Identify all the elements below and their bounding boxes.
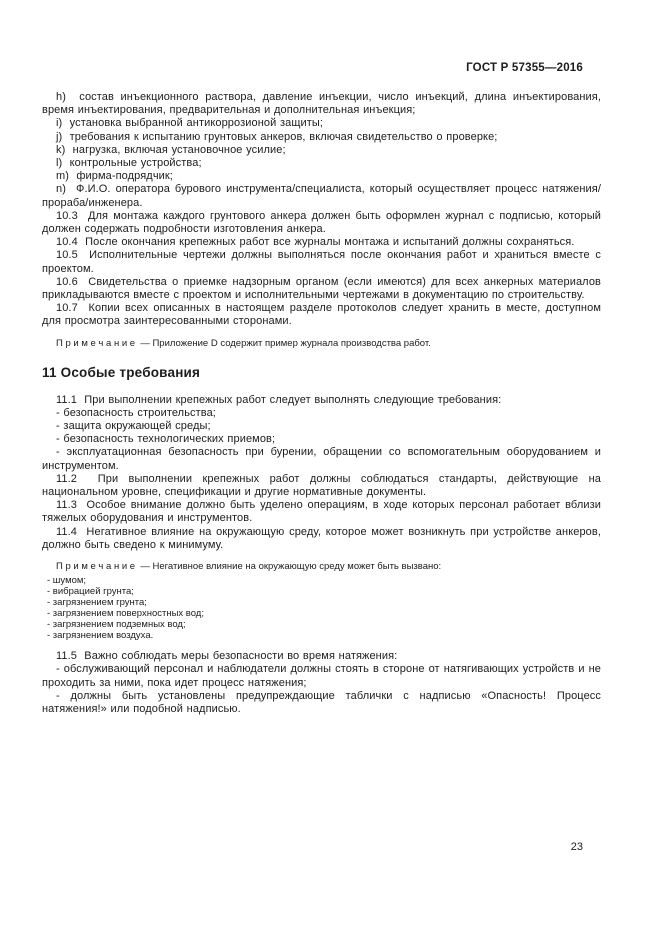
paragraph: 11.5 Важно соблюдать меры безопасности во время натяжения: xyxy=(56,650,398,663)
paragraph: - должны быть установлены предупреждающие таблички с надписью «Опасность! Процесс натяжения!» или подобной надписью. xyxy=(42,689,601,715)
note-list-item: - загрязнением грунта; xyxy=(47,597,147,609)
note-list-item: - загрязнением подземных вод; xyxy=(47,619,186,631)
paragraph: - эксплуатационная безопасность при бурении, обращении со вспомогательным оборудованием и инструментом. xyxy=(42,446,601,472)
paragraph: 11.4 Негативное влияние на окружающую среду, которое может возникнуть при устройстве анкеров, должно быть сведено к минимуму. xyxy=(42,525,601,551)
note: П р и м е ч а н и е — Негативное влияние на окружающую среду может быть вызвано: xyxy=(56,561,442,573)
note: П р и м е ч а н и е — Приложение D содержит пример журнала производства работ. xyxy=(56,337,431,349)
list-item: j) требования к испытанию грунтовых анкеров, включая свидетельство о проверке; xyxy=(56,130,498,143)
paragraph: 10.3 Для монтажа каждого грунтового анкера должен быть оформлен журнал с подписью, который должен содержать подробности изготовления анкера. xyxy=(42,209,601,236)
list-item: l) контрольные устройства; xyxy=(56,157,202,170)
page-header xyxy=(42,62,601,75)
note-list-item: - загрязнением воздуха. xyxy=(47,630,154,642)
section-heading: 11 Особые требования xyxy=(42,364,201,380)
list-item: n) Ф.И.О. оператора бурового инструмента/специалиста, который осуществляет процесс натяжения/прораба/инженера. xyxy=(42,183,601,209)
paragraph: 10.6 Свидетельства о приемке надзорным органом (если имеются) для всех анкерных материалов прикладываются вместе с проектом и исполнительными чертежами в документацию по строительству. xyxy=(42,275,601,302)
paragraph: 10.7 Копии всех описанных в настоящем разделе протоколов следует хранить в месте, доступном для просмотра заинтересованными сторонами. xyxy=(42,302,601,328)
note-list-item: - шумом; xyxy=(47,575,87,587)
list-item: k) нагрузка, включая установочное усилие; xyxy=(56,143,286,156)
paragraph: - защита окружающей среды; xyxy=(56,420,211,433)
document-body xyxy=(42,91,601,716)
paragraph: 11.3 Особое внимание должно быть уделено операциям, в ходе которых персонал работает вблизи тяжелых оборудования и инструментов. xyxy=(42,499,601,525)
paragraph: 10.5 Исполнительные чертежи должны выполняться после окончания работ и храниться вместе с проектом. xyxy=(42,249,601,275)
list-item: h) состав инъекционного раствора, давление инъекции, число инъекций, длина инъектирования, время инъектирования, предварительная и дополнительная инъекция; xyxy=(42,91,601,117)
document-code: ГОСТ Р 57355—2016 xyxy=(466,62,583,74)
paragraph: - безопасность строительства; xyxy=(56,406,216,419)
paragraph: 11.2 При выполнении крепежных работ должны соблюдаться стандарты, действующие на национальном уровне, спецификации и другие нормативные документы. xyxy=(42,472,601,499)
page-number: 23 xyxy=(570,841,583,853)
list-item: i) установка выбранной антикоррозионой защиты; xyxy=(56,117,324,130)
note-list-item: - вибрацией грунта; xyxy=(47,586,134,598)
paragraph: 11.1 При выполнении крепежных работ следует выполнять следующие требования: xyxy=(56,393,502,406)
paragraph: - безопасность технологических приемов; xyxy=(56,433,276,446)
note-list-item: - загрязнением поверхностных вод; xyxy=(47,608,204,620)
paragraph: 10.4 После окончания крепежных работ все журналы монтажа и испытаний должны сохраняться. xyxy=(56,236,575,249)
paragraph: - обслуживающий персонал и наблюдатели должны стоять в стороне от натягивающих устройств и не проходить за ними, пока идет процесс натяжения; xyxy=(42,663,601,689)
list-item: m) фирма-подрядчик; xyxy=(56,170,173,183)
